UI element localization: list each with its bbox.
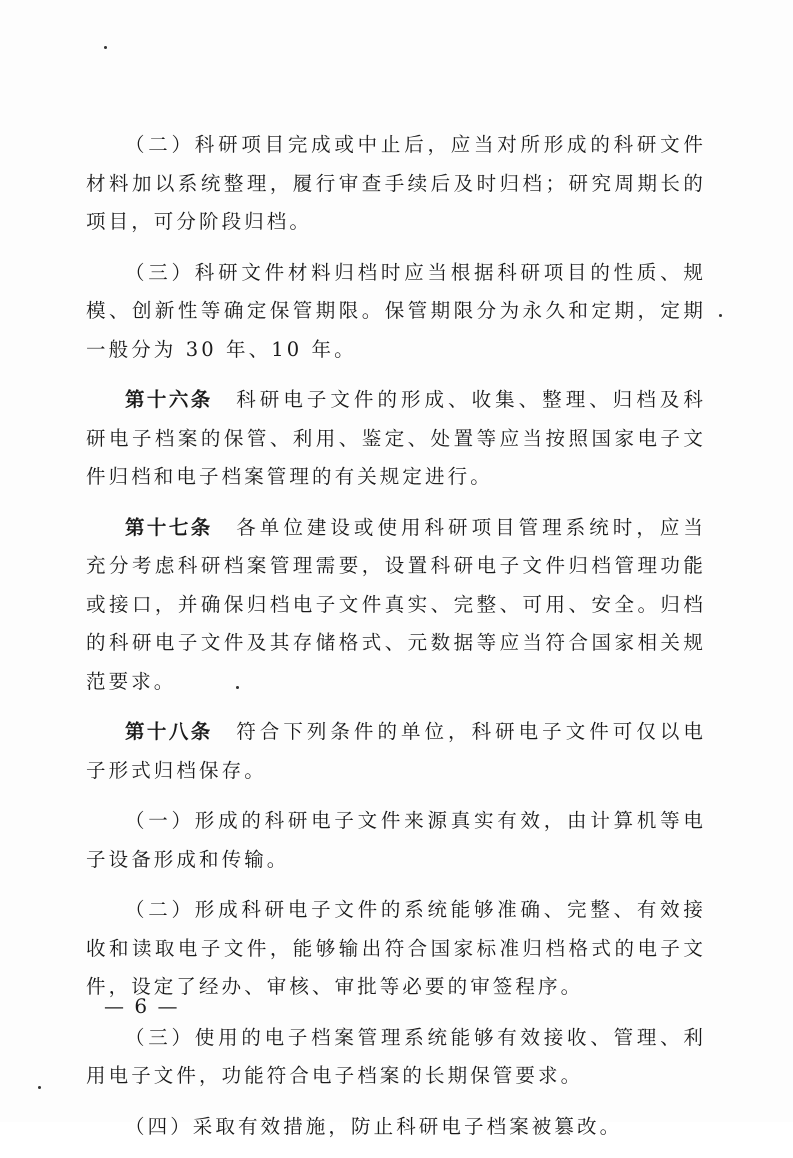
page-number: — 6 — xyxy=(104,994,180,1018)
paragraph-item-2 xyxy=(86,126,706,242)
article-text: 科研电子文件的形成、收集、整理、归档及科研电子档案的保管、利用、鉴定、处置等应当按照国家电子文件归档和电子档案管理的有关规定进行。 xyxy=(86,388,706,488)
article-heading: 第十六条 xyxy=(125,388,213,411)
article-text: 符合下列条件的单位，科研电子文件可仅以电子形式归档保存。 xyxy=(86,720,706,782)
paragraph-text: （二）形成科研电子文件的系统能够准确、完整、有效接收和读取电子文件，能够输出符合国家标准归档格式的电子文件，设定了经办、审核、审批等必要的审签程序。 xyxy=(86,898,706,998)
article-18 xyxy=(86,713,706,790)
paragraph-text: （二）科研项目完成或中止后，应当对所形成的科研文件材料加以系统整理，履行审查手续后及时归档；研究周期长的项目，可分阶段归档。 xyxy=(86,133,706,233)
article-text: 各单位建设或使用科研项目管理系统时，应当充分考虑科研档案管理需要，设置科研电子文件归档管理功能或接口，并确保归档电子文件真实、完整、可用、安全。归档的科研电子文件及其存储格式、元数据等应当符合国家相关规范要求。 xyxy=(86,515,706,693)
paragraph-text: （三）使用的电子档案管理系统能够有效接收、管理、利用电子文件，功能符合电子档案的长期保管要求。 xyxy=(86,1025,706,1087)
paragraph-text: （四）采取有效措施，防止科研电子档案被篡改。 xyxy=(125,1114,623,1138)
paragraph-text: （一）形成的科研电子文件来源真实有效，由计算机等电子设备形成和传输。 xyxy=(86,809,706,871)
condition-item-3 xyxy=(86,1019,706,1096)
scan-speck xyxy=(104,46,107,49)
article-17 xyxy=(86,509,706,702)
condition-item-1 xyxy=(86,802,706,879)
article-16 xyxy=(86,381,706,497)
scan-speck xyxy=(719,314,722,317)
article-heading: 第十七条 xyxy=(125,515,213,539)
paragraph-item-3 xyxy=(86,254,706,370)
condition-item-4 xyxy=(86,1108,706,1147)
paragraph-text: （三）科研文件材料归档时应当根据科研项目的性质、规模、创新性等确定保管期限。保管期限分为永久和定期，定期一般分为 30 年、10 年。 xyxy=(86,260,706,361)
article-heading: 第十八条 xyxy=(125,720,213,743)
scan-speck xyxy=(38,1086,41,1089)
condition-item-2 xyxy=(86,891,706,1007)
